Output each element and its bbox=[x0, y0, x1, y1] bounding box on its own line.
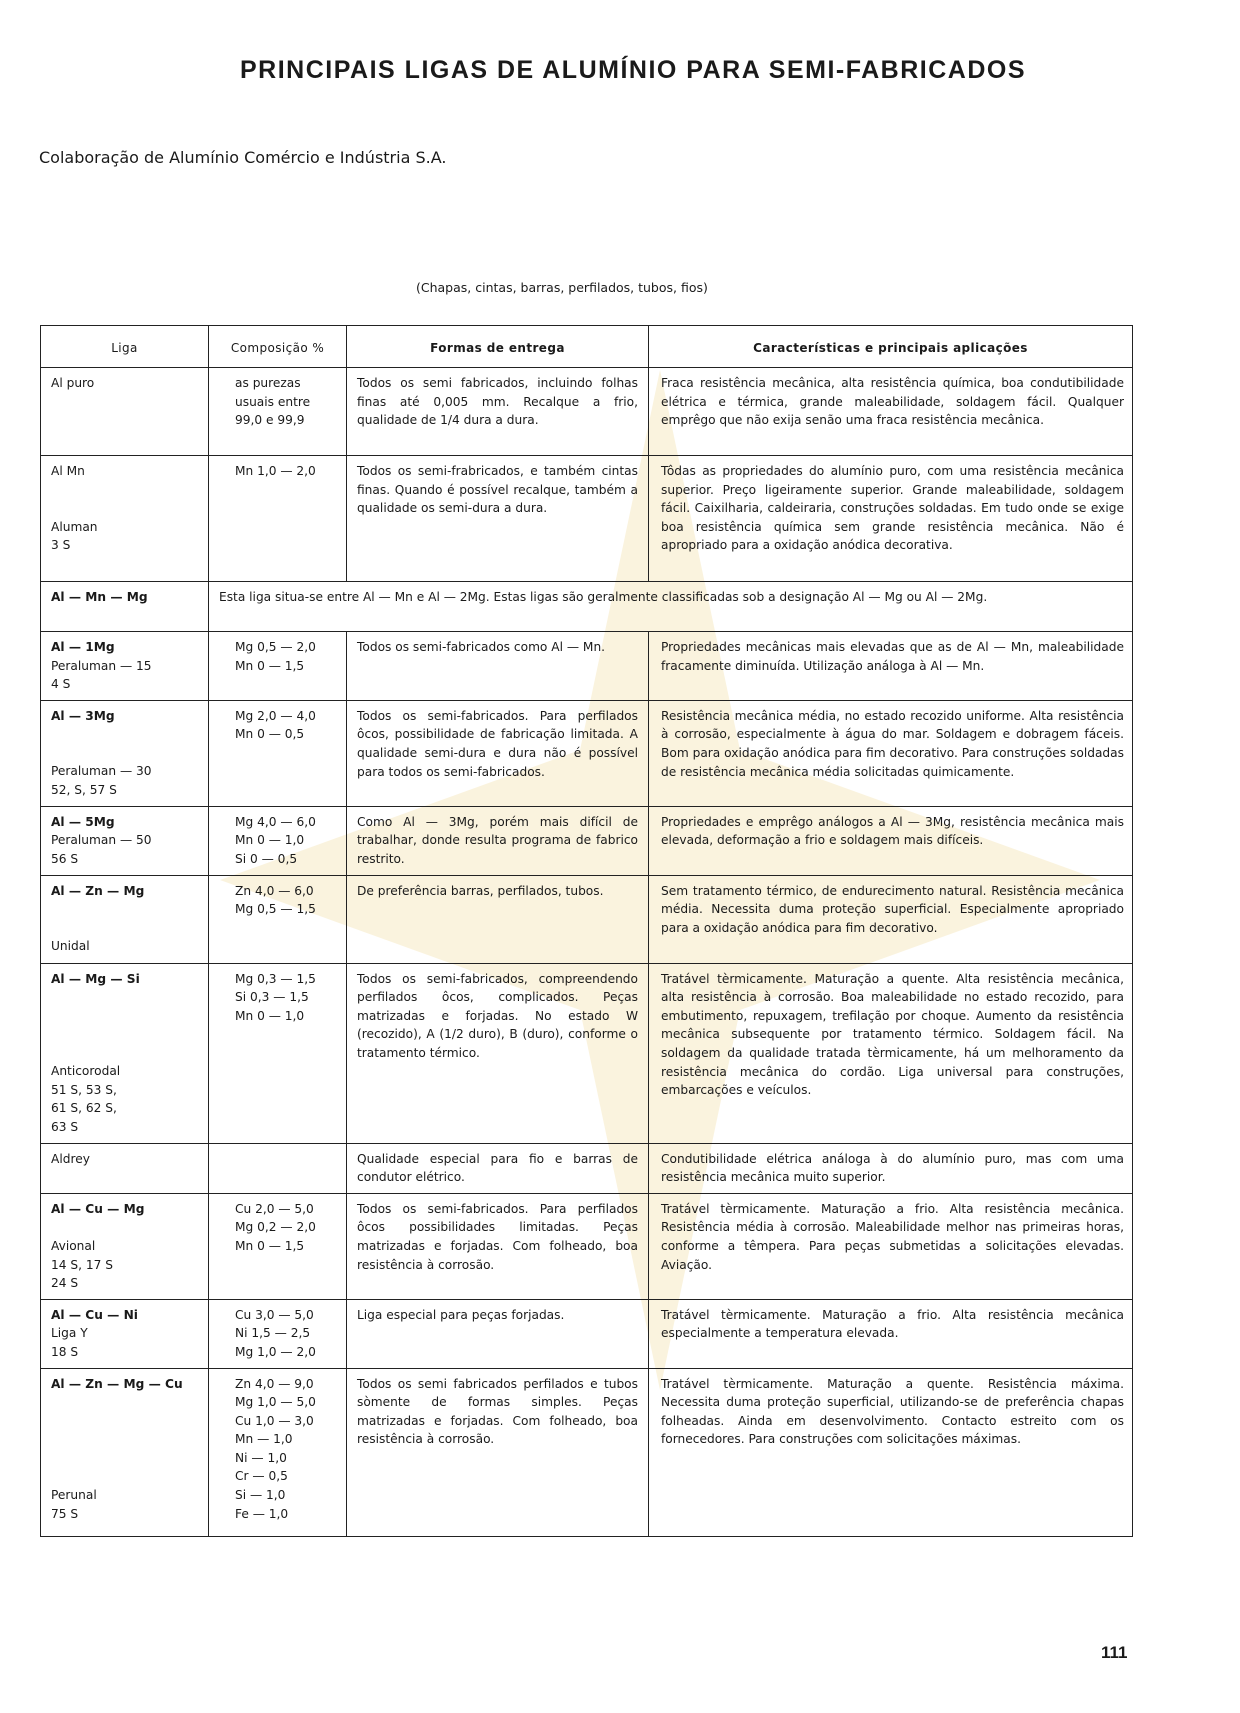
table-row bbox=[41, 1299, 1133, 1368]
table-row bbox=[41, 806, 1133, 875]
table-row bbox=[41, 632, 1133, 701]
cell-caracteristicas: Resistência mecânica média, no estado recozido uniforme. Alta resistência à corrosão, especialmente à água do mar. Soldagem e dobragem fáceis. Bom para oxidação anódica para fim decorativo. Para construções soldadas de resistência mecânica média solicitadas quimicamente. bbox=[649, 700, 1133, 806]
cell-formas: Todos os semi-frabricados, e também cintas finas. Quando é possível recalque, também a qualidade os semi-dura a dura. bbox=[347, 456, 649, 582]
composicao-line: Mg 4,0 — 6,0 bbox=[235, 814, 316, 829]
table-row bbox=[41, 456, 1133, 582]
cell-liga bbox=[41, 700, 209, 806]
composicao-line: Mg 1,0 — 5,0 bbox=[235, 1395, 316, 1410]
liga-trade-name: Unidal bbox=[51, 939, 90, 954]
composicao-line: Zn 4,0 — 6,0 bbox=[235, 883, 314, 898]
liga-name: Al — 1Mg bbox=[51, 640, 115, 654]
cell-liga bbox=[41, 875, 209, 963]
cell-caracteristicas: Tratável tèrmicamente. Maturação a quente. Resistência máxima. Necessita duma proteção superficial, utilizando-se de preferência chapas folheadas. Ainda em desenvolvimento. Contacto estreito com os fornecedores. Para construções com solicitações máximas. bbox=[649, 1368, 1133, 1536]
composicao-line: Fe — 1,0 bbox=[235, 1506, 289, 1521]
table-row bbox=[41, 1143, 1133, 1193]
composicao-line: Ni 1,5 — 2,5 bbox=[235, 1326, 311, 1341]
liga-name: Al — Mn — Mg bbox=[51, 590, 148, 604]
cell-liga bbox=[41, 582, 209, 632]
table-row bbox=[41, 1368, 1133, 1536]
composicao-line: Cu 3,0 — 5,0 bbox=[235, 1307, 314, 1322]
cell-formas: Todos os semi-fabricados como Al — Mn. bbox=[347, 632, 649, 701]
composicao-line: Mn 0 — 0,5 bbox=[235, 727, 305, 742]
cell-formas: Todos os semi-fabricados. Para perfilados ôcos possibilidades limitadas. Peças matrizadas e forjadas. Com folheado, boa resistência à corrosão. bbox=[347, 1193, 649, 1299]
cell-composicao bbox=[209, 700, 347, 806]
liga-name: Al — Cu — Mg bbox=[51, 1201, 145, 1216]
composicao-line: Mn 1,0 — 2,0 bbox=[235, 464, 316, 478]
composicao-line: Si 0 — 0,5 bbox=[235, 851, 298, 866]
cell-formas: Como Al — 3Mg, porém mais difícil de trabalhar, donde resulta programa de fabrico restrito. bbox=[347, 806, 649, 875]
table-row bbox=[41, 963, 1133, 1143]
liga-designation: 52, S, 57 S bbox=[51, 782, 117, 797]
column-header-caracteristicas: Características e principais aplicações bbox=[649, 326, 1133, 368]
liga-trade-name: Peraluman — 15 bbox=[51, 658, 152, 673]
table-subtitle: (Chapas, cintas, barras, perfilados, tubos, fios) bbox=[416, 280, 708, 295]
liga-trade-name: Liga Y bbox=[51, 1326, 88, 1341]
cell-composicao bbox=[209, 632, 347, 701]
composicao-line: as purezas bbox=[235, 376, 301, 390]
alloys-table bbox=[40, 325, 1133, 1537]
composicao-line: Mg 1,0 — 2,0 bbox=[235, 1344, 316, 1359]
liga-trade-name: Anticorodal bbox=[51, 1064, 121, 1079]
cell-caracteristicas: Sem tratamento térmico, de endurecimento natural. Resistência mecânica média. Necessita duma proteção superficial. Especialmente apropriado para a oxidação anódica para fim decorativo. bbox=[649, 875, 1133, 963]
cell-liga bbox=[41, 368, 209, 456]
liga-trade-name: Avional bbox=[51, 1238, 96, 1253]
composicao-line: Cu 1,0 — 3,0 bbox=[235, 1413, 314, 1428]
column-header-composicao: Composição % bbox=[209, 326, 347, 368]
cell-liga bbox=[41, 1299, 209, 1368]
liga-designation: 4 S bbox=[51, 677, 71, 692]
cell-caracteristicas: Fraca resistência mecânica, alta resistência química, boa condutibilidade elétrica e térmica, grande maleabilidade, soldagem fácil. Qualquer emprêgo que não exija senão uma fraca resistência mecânica. bbox=[649, 368, 1133, 456]
cell-formas: De preferência barras, perfilados, tubos. bbox=[347, 875, 649, 963]
table-row bbox=[41, 1193, 1133, 1299]
liga-name: Al — Zn — Mg — Cu bbox=[51, 1376, 183, 1391]
composicao-line: Mg 0,5 — 1,5 bbox=[235, 902, 316, 917]
cell-composicao bbox=[209, 1193, 347, 1299]
liga-trade-name: Aluman bbox=[51, 519, 98, 534]
cell-caracteristicas: Condutibilidade elétrica análoga à do alumínio puro, mas com uma resistência mecânica muito superior. bbox=[649, 1143, 1133, 1193]
cell-liga bbox=[41, 963, 209, 1143]
cell-merged-note: Esta liga situa-se entre Al — Mn e Al — 2Mg. Estas ligas são geralmente classificadas sob a designação Al — Mg ou Al — 2Mg. bbox=[209, 582, 1133, 632]
column-header-formas: Formas de entrega bbox=[347, 326, 649, 368]
liga-designation: 56 S bbox=[51, 851, 79, 866]
cell-caracteristicas: Propriedades mecânicas mais elevadas que as de Al — Mn, maleabilidade fracamente diminuída. Utilização análoga à Al — Mn. bbox=[649, 632, 1133, 701]
cell-formas: Todos os semi-fabricados. Para perfilados ôcos, possibilidade de fabricação limitada. A qualidade semi-dura e dura não é possível para todos os semi-fabricados. bbox=[347, 700, 649, 806]
liga-name: Al — Zn — Mg bbox=[51, 883, 145, 898]
cell-composicao bbox=[209, 1368, 347, 1536]
liga-name: Aldrey bbox=[51, 1151, 90, 1166]
composicao-line: usuais entre bbox=[235, 394, 311, 409]
cell-formas: Qualidade especial para fio e barras de condutor elétrico. bbox=[347, 1143, 649, 1193]
cell-composicao bbox=[209, 368, 347, 456]
cell-liga bbox=[41, 632, 209, 701]
liga-designation: 24 S bbox=[51, 1276, 79, 1291]
composicao-line: Mg 2,0 — 4,0 bbox=[235, 708, 316, 723]
cell-formas: Todos os semi fabricados perfilados e tubos sòmente de formas simples. Peças matrizadas e forjadas. Com folheado, boa resistência à corrosão. bbox=[347, 1368, 649, 1536]
composicao-line: Zn 4,0 — 9,0 bbox=[235, 1376, 314, 1391]
cell-caracteristicas: Propriedades e emprêgo análogos a Al — 3Mg, resistência mecânica mais elevada, deformação a frio e soldagem mais difíceis. bbox=[649, 806, 1133, 875]
liga-designation: 75 S bbox=[51, 1506, 79, 1521]
composicao-line: Mn 0 — 1,0 bbox=[235, 1008, 305, 1023]
cell-formas: Todos os semi fabricados, incluindo folhas finas até 0,005 mm. Recalque a frio, qualidade de 1/4 dura a dura. bbox=[347, 368, 649, 456]
liga-designation: 18 S bbox=[51, 1344, 79, 1359]
cell-caracteristicas: Tratável tèrmicamente. Maturação a quente. Alta resistência mecânica, alta resistência à corrosão. Boa maleabilidade no estado recozido, para embutimento, repuxagem, trefilação por choque. Aumento da resistência mecânica subsequente por tratamento térmico. Soldagem fácil. Na soldagem da qualidade tratada tèrmicamente, há um melhoramento da resistência mecânica do cordão. Liga universal para construções, embarcações e veículos. bbox=[649, 963, 1133, 1143]
liga-name: Al — 5Mg bbox=[51, 814, 115, 829]
table-row bbox=[41, 368, 1133, 456]
composicao-line: Mn — 1,0 bbox=[235, 1432, 293, 1447]
composicao-line: 99,0 e 99,9 bbox=[235, 413, 305, 428]
cell-caracteristicas: Tratável tèrmicamente. Maturação a frio. Alta resistência mecânica especialmente a temperatura elevada. bbox=[649, 1299, 1133, 1368]
page-number: 111 bbox=[1101, 1643, 1128, 1662]
liga-name: Al — Cu — Ni bbox=[51, 1307, 138, 1322]
cell-composicao bbox=[209, 1299, 347, 1368]
composicao-line: Si — 1,0 bbox=[235, 1488, 286, 1503]
cell-composicao bbox=[209, 1143, 347, 1193]
liga-designation: 14 S, 17 S bbox=[51, 1257, 113, 1272]
cell-composicao bbox=[209, 963, 347, 1143]
cell-caracteristicas: Tratável tèrmicamente. Maturação a frio. Alta resistência mecânica. Resistência média à corrosão. Maleabilidade melhor nas primeiras horas, conforme a têmpera. Para peças submetidas a solicitações elevadas. Aviação. bbox=[649, 1193, 1133, 1299]
cell-composicao bbox=[209, 456, 347, 582]
cell-formas: Todos os semi-fabricados, compreendendo perfilados ôcos, complicados. Peças matrizadas e forjadas. No estado W (recozido), A (1/2 duro), B (duro), conforme o tratamento térmico. bbox=[347, 963, 649, 1143]
cell-liga bbox=[41, 1143, 209, 1193]
composicao-line: Mn 0 — 1,5 bbox=[235, 1238, 305, 1253]
cell-liga bbox=[41, 1193, 209, 1299]
liga-designation: 63 S bbox=[51, 1119, 79, 1134]
liga-name: Al puro bbox=[51, 376, 95, 390]
liga-designation: 61 S, 62 S, bbox=[51, 1101, 117, 1116]
composicao-line: Cu 2,0 — 5,0 bbox=[235, 1201, 314, 1216]
composicao-line: Ni — 1,0 bbox=[235, 1450, 287, 1465]
page-title: PRINCIPAIS LIGAS DE ALUMÍNIO PARA SEMI-FABRICADOS bbox=[240, 56, 1027, 84]
cell-liga bbox=[41, 806, 209, 875]
cell-composicao bbox=[209, 875, 347, 963]
liga-name: Al — 3Mg bbox=[51, 708, 115, 723]
liga-trade-name: Peraluman — 30 bbox=[51, 764, 152, 779]
composicao-line: Mg 0,3 — 1,5 bbox=[235, 971, 316, 986]
liga-designation: 3 S bbox=[51, 538, 71, 553]
cell-formas: Liga especial para peças forjadas. bbox=[347, 1299, 649, 1368]
composicao-line: Mg 0,5 — 2,0 bbox=[235, 640, 316, 654]
table-row bbox=[41, 700, 1133, 806]
liga-name: Al — Mg — Si bbox=[51, 971, 140, 986]
cell-composicao bbox=[209, 806, 347, 875]
cell-liga bbox=[41, 1368, 209, 1536]
cell-caracteristicas: Tôdas as propriedades do alumínio puro, com uma resistência mecânica superior. Preço ligeiramente superior. Grande maleabilidade, soldagem fácil. Caixilharia, caldeiraria, construções soldadas. Em tudo onde se exige boa resistência química sem grande resistência mecânica. Não é apropriado para a oxidação anódica decorativa. bbox=[649, 456, 1133, 582]
liga-trade-name: Peraluman — 50 bbox=[51, 833, 152, 848]
composicao-line: Si 0,3 — 1,5 bbox=[235, 990, 309, 1005]
column-header-liga: Liga bbox=[41, 326, 209, 368]
table-row bbox=[41, 875, 1133, 963]
liga-trade-name: Perunal bbox=[51, 1488, 97, 1503]
composicao-line: Mn 0 — 1,5 bbox=[235, 658, 305, 673]
credit-line: Colaboração de Alumínio Comércio e Indústria S.A. bbox=[39, 148, 447, 167]
composicao-line: Mg 0,2 — 2,0 bbox=[235, 1220, 316, 1235]
cell-liga bbox=[41, 456, 209, 582]
composicao-line: Mn 0 — 1,0 bbox=[235, 833, 305, 848]
table-header-row bbox=[41, 326, 1133, 368]
table-row bbox=[41, 582, 1133, 632]
composicao-line: Cr — 0,5 bbox=[235, 1469, 288, 1484]
liga-name: Al Mn bbox=[51, 464, 85, 478]
liga-designation: 51 S, 53 S, bbox=[51, 1082, 117, 1097]
